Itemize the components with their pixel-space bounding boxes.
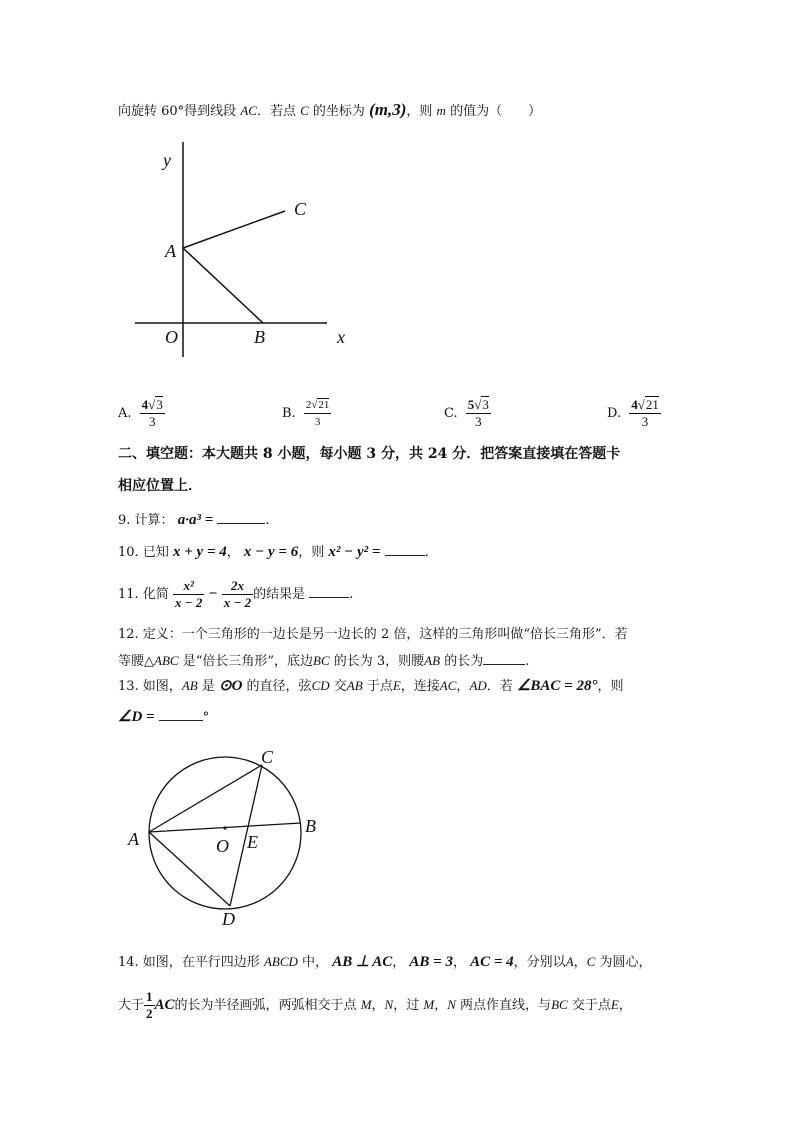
q10-mid: ，则 — [298, 545, 325, 560]
q12-end: . — [525, 654, 530, 669]
point-e-label: E — [247, 832, 258, 852]
q10-text: 已知 — [142, 545, 169, 560]
q8-stem-text-b: ．若点 — [256, 104, 296, 119]
origin-label: O — [165, 327, 178, 347]
section2-heading-line2: 相应位置上． — [118, 478, 202, 494]
q14-c1: ， — [392, 955, 406, 970]
choice-a-coef: 4 — [141, 397, 149, 412]
choice-d-radicand: 21 — [645, 397, 659, 412]
q13-comma: ， — [456, 679, 470, 694]
choice-c-label: C. — [444, 406, 458, 421]
q14-text-d: 为圆心， — [599, 955, 652, 970]
q13-text-a: 13. 如图， — [118, 679, 182, 694]
q13-text-g: ．若 — [486, 679, 513, 694]
q13-cd: CD — [311, 678, 330, 693]
q12-text-a: 等腰△ — [118, 654, 154, 669]
segment-ac — [149, 765, 262, 832]
q10-end: . — [424, 545, 429, 560]
q14-c: C — [586, 954, 596, 969]
q12-triangle: ABC — [154, 653, 179, 668]
q8-point: C — [300, 103, 309, 118]
q11-f2-den: x − 2 — [223, 595, 252, 610]
q13-ab: AB — [181, 678, 198, 693]
q8-stem-text-d: ，则 — [406, 104, 433, 119]
q14-a: A — [565, 954, 574, 969]
q14-c5: ， — [434, 998, 448, 1013]
q10-expression-3: x² − y² = — [328, 544, 381, 560]
choice-b-radicand: 21 — [318, 399, 330, 411]
q10-expression-1: x + y = 4 — [172, 544, 227, 560]
q9-expression: a·a³ = — [177, 512, 214, 528]
q14-line1 — [118, 952, 651, 973]
q13-e: E — [392, 678, 401, 693]
q8-stem-text-e: 的值为（ ） — [450, 104, 542, 119]
q14-n2: N — [447, 997, 456, 1012]
q11-text: 化简 — [142, 587, 169, 602]
q14-bc: BC — [551, 997, 568, 1012]
q14-m: M — [360, 997, 372, 1012]
q12-text-d: 的长为 — [444, 654, 484, 669]
point-b-label: B — [254, 327, 265, 347]
q13-text-f: ，连接 — [400, 679, 440, 694]
choice-b-fraction: $\frac{2√21}{3}$ — [305, 399, 330, 428]
q14-text-g: ，过 — [393, 998, 420, 1013]
q14-e: E — [610, 997, 619, 1012]
q11-tail: 的结果是 — [253, 587, 306, 602]
q14-line2 — [118, 985, 632, 1026]
q14-c2: ， — [452, 955, 466, 970]
choice-d-coef: 4 — [631, 397, 638, 412]
choice-c-fraction: $\frac{5√3}{3}$ — [467, 397, 489, 429]
q13-circle: ⊙O — [219, 678, 243, 694]
q14-c4: ， — [371, 998, 385, 1013]
q14-m2: M — [423, 997, 435, 1012]
choice-d-fraction: $\frac{4√21}{3}$ — [631, 397, 659, 429]
q13-ac: AC — [439, 678, 457, 693]
q14-ac: AC — [154, 997, 175, 1013]
q10-number: 10. — [118, 545, 139, 560]
q10-sep: ， — [226, 545, 240, 560]
q11-f2-num: 2x — [222, 578, 253, 595]
choice-b-label: B. — [282, 406, 296, 421]
q14-text-e: 大于 — [118, 998, 145, 1013]
q12-bc: BC — [313, 653, 330, 668]
q14-text-b: 中， — [302, 955, 329, 970]
choice-d-den: 3 — [641, 414, 649, 429]
q14-c3: ， — [573, 955, 587, 970]
point-a-label: A — [128, 829, 139, 849]
choice-a-fraction: $\frac{4√3}{3}$ — [141, 397, 163, 429]
q14-text-h: 两点作直线，与 — [460, 998, 552, 1013]
q14-half-den: 2 — [146, 1006, 153, 1021]
center-dot — [223, 826, 226, 829]
point-c-label: C — [261, 747, 274, 767]
q12-ab: AB — [424, 653, 441, 668]
q13-angle-d: ∠D = — [118, 709, 155, 725]
choice-b-den: 3 — [314, 416, 321, 428]
q14-half-num: 1 — [146, 989, 153, 1004]
point-d-label: D — [222, 909, 235, 929]
q14-text-a: 14. 如图，在平行四边形 — [118, 955, 260, 970]
q14-half — [144, 989, 155, 1022]
point-o-label: O — [216, 836, 229, 856]
q13-ad: AD — [469, 678, 487, 693]
q11-minus: − — [208, 586, 218, 602]
choice-c-coef: 5 — [467, 397, 475, 412]
section2-heading-line1: 二、填空题：本大题共 8 小题，每小题 3 分，共 24 分．把答案直接填在答题卡 — [118, 446, 621, 462]
q11-end: . — [349, 587, 354, 602]
q14-ac-length: AC = 4 — [470, 954, 514, 970]
q11-f1-den: x − 2 — [174, 595, 203, 610]
choice-d-label: D. — [607, 406, 622, 421]
choice-a-label: A. — [118, 406, 132, 421]
choice-a-radicand: 3 — [156, 397, 163, 412]
point-a-label: A — [165, 241, 176, 261]
q13-ab2: AB — [346, 678, 363, 693]
q10-expression-2: x − y = 6 — [243, 544, 299, 560]
q14-perpendicular: AB ⊥ AC — [332, 954, 393, 970]
q11-number: 11. — [118, 587, 139, 602]
choice-c-den: 3 — [475, 414, 482, 429]
q14-text-f: 的长为半径画弧，两弧相交于点 — [174, 998, 357, 1013]
circle-o — [149, 757, 301, 909]
q12-text-c: 的长为 3，则腰 — [333, 654, 425, 669]
q13-text-h: ，则 — [597, 679, 624, 694]
choice-b-coef: 2 — [305, 399, 312, 411]
q13-angle: ∠BAC = 28° — [516, 678, 598, 694]
q14-text-i: 交于点 — [571, 998, 611, 1013]
q14-text-c: ，分别以 — [513, 955, 566, 970]
q13-text-b: 是 — [201, 679, 215, 694]
q9-number: 9. — [118, 513, 131, 528]
choice-c-radicand: 3 — [482, 397, 489, 412]
q8-segment: AC — [240, 103, 257, 118]
q8-coordinate: (m,3) — [369, 100, 407, 119]
q14-abcd: ABCD — [263, 954, 298, 969]
q9-end: . — [265, 513, 270, 528]
q9-text: 计算： — [134, 513, 174, 528]
y-axis-label: y — [163, 150, 171, 170]
q13-text-d: 交 — [333, 679, 347, 694]
choice-a-den: 3 — [148, 414, 156, 429]
q12-line1: 12. 定义：一个三角形的一边长是另一边长的 2 倍，这样的三角形叫做“倍长三角形”．若 — [118, 627, 628, 642]
q14-n: N — [384, 997, 394, 1012]
q14-ab-length: AB = 3 — [409, 954, 453, 970]
point-c-label: C — [294, 199, 307, 219]
q11-f1-num: x² — [173, 578, 204, 595]
q8-stem-text-c: 的坐标为 — [312, 104, 365, 119]
q12-text-b: 是“倍长三角形”，底边 — [182, 654, 313, 669]
x-axis-label: x — [337, 327, 345, 347]
q13-text-e: 于点 — [366, 679, 393, 694]
q8-variable: m — [436, 103, 446, 118]
q13-text-c: 的直径，弦 — [246, 679, 312, 694]
q8-stem-text: 向旋转 60°得到线段 — [118, 104, 237, 119]
q14-text-j: ， — [618, 998, 632, 1013]
point-b-label: B — [305, 816, 316, 836]
q13-degree: ° — [202, 710, 210, 725]
